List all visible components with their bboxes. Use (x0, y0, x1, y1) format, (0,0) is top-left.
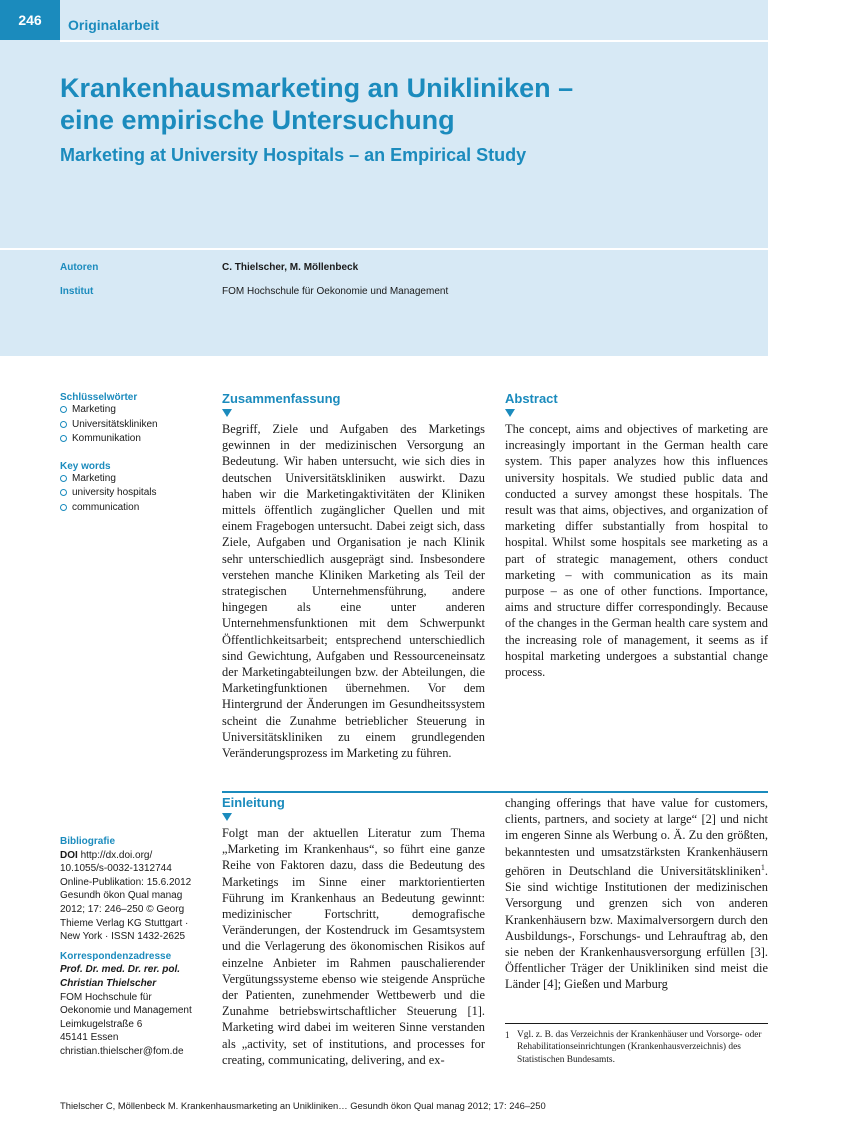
triangle-down-icon (222, 813, 232, 821)
title-line-1: Krankenhausmarketing an Unikliniken – (60, 73, 574, 103)
doi-line: DOI http://dx.doi.org/ (60, 849, 153, 861)
footnote-text: Vgl. z. B. das Verzeichnis der Krankenhäuser und Vorsorge- oder Rehabilitationseinrichtungen (Krankenhausverzeichnis) des Statistischen Bundesamts. (517, 1030, 762, 1065)
header-block (0, 0, 768, 356)
intro-heading: Einleitung (222, 795, 285, 810)
bullet-icon (60, 504, 67, 511)
summary-section (222, 391, 485, 761)
article-title (60, 72, 720, 136)
intro-col-1 (222, 795, 485, 1068)
publisher: Thieme Verlag KG Stuttgart · (60, 917, 189, 929)
institute: FOM Hochschule für Oekonomie und Management (222, 286, 449, 297)
summary-heading: Zusammenfassung (222, 391, 341, 406)
abstract-text: The concept, aims and objectives of marketing are increasingly important in the German health care system. This paper analyzes how this influences university hospitals. We studied public data and conducted a survey amongst these hospitals. The result was that aims, objectives, and organization of marketing differ substantially from hospital to hospital. Whilst some hospitals see marketing as a part of strategic management, others conduct marketing – with communication as its main purpose – as one of other functions. Importance, aims and structure differ correspondingly. Because of the changes in the German health care system and the increasing role of management, it seems as if hospital marketing undergoes a substantial change process. (505, 422, 768, 680)
page-number: 246 (0, 0, 60, 40)
footnote (505, 1029, 768, 1066)
summary-text: Begriff, Ziele und Aufgaben des Marketings gewinnen in der medizinischen Versorgung an Bedeutung. Wir haben untersucht, wie sich dies in deutschen Universitätskliniken auswirkt. Dazu haben wir die Marketingaktivitäten der Kliniken mittels öffentlich zugänglicher Quellen und mit einem Fragebogen untersucht. Dabei zeigt sich, dass Ziele, Aufgaben und Organisation je nach Klinik sehr unterschiedlich ausgeprägt sind. Insbesondere verstehen manche Kliniken Marketing als Teil der strategischen Unternehmensführung, andere hingegen als eine unter anderen Unternehmensfunktionen mit dem Schwerpunkt Öffentlichkeitsarbeit; entsprechend unterschiedlich sind Gewichtung, Aufgaben und Ressourceneinsatz der Marketingabteilungen bzw. der Abteilungen, die Marketingfunktionen übernehmen. Vor dem Hintergrund der Änderungen im Gesundheitssystem scheint die Zunahme betrieblicher Steuerung in Universitätskliniken zu einem grundlegenden Veränderungsprozess im Marketing zu führen. (222, 422, 485, 761)
doi-id: 10.1055/s-0032-1312744 (60, 863, 172, 875)
corr-org-2: Oekonomie und Management (60, 1005, 192, 1017)
intro-text-col-2a: changing offerings that have value for customers, clients, partners, and society at large“ [2] und nicht im engeren Sinne als Werbung o. Ä. Zu den größten, bekanntesten und umsatzstärksten Krankenhäusern gehören in Deutschland die Universitätskliniken (505, 796, 768, 878)
corr-name: Christian Thielscher (60, 977, 157, 989)
online-publication: Online-Publikation: 15.6.2012 (60, 876, 192, 888)
triangle-down-icon (505, 409, 515, 417)
header-divider-mid (0, 248, 768, 250)
bullet-icon (60, 435, 67, 442)
keywords-en-heading: Key words (60, 460, 111, 472)
triangle-down-icon (222, 409, 232, 417)
correspondence-heading: Korrespondenzadresse (60, 950, 172, 962)
article-subtitle: Marketing at University Hospitals – an Empirical Study (60, 145, 527, 165)
keywords-de-heading: Schlüsselwörter (60, 392, 138, 403)
corr-city: 45141 Essen (60, 1032, 119, 1044)
abstract-section (505, 391, 768, 680)
keyword-en: Marketing (60, 472, 210, 487)
keywords-de-list (60, 403, 210, 447)
intro-rule (222, 791, 768, 793)
issue-info: 2012; 17: 246–250 © Georg (60, 903, 185, 915)
title-line-2: eine empirische Untersuchung (60, 105, 455, 135)
keyword-en: university hospitals (60, 486, 210, 501)
footnote-number: 1 (505, 1030, 510, 1040)
corr-street: Leimkugelstraße 6 (60, 1018, 143, 1030)
intro-col-2 (505, 795, 768, 993)
journal-name: Gesundh ökon Qual manag (60, 890, 183, 902)
keyword-en: communication (60, 501, 210, 516)
authors: C. Thielscher, M. Möllenbeck (222, 262, 359, 273)
keyword-de: Kommunikation (60, 432, 210, 447)
intro-text-col-1: Folgt man der aktuellen Literatur zum Thema „Marketing im Krankenhaus“, so führt eine ganze Reihe von Faktoren dazu, dass die Bedeutung des Marketings im Sinne einer marktorientierten Führung im Krankenhaus an Bedeutung gewinnt: medizinischer Fortschritt, demografische Veränderungen, der Kostendruck im Gesamtsystem und die Verlagerung des ökonomischen Risikos auf einzelne Anbieter im Rahmen pauschalierender Vergütungssysteme ebenso wie steigende Ansprüche der Patienten, zunehmender Wettbewerb und die Zunahme betriebswirtschaftlicher Steuerung [1]. Marketing wird dabei im weiteren Sinne verstanden als „activity, set of institutions, and processes for creating, communicating, delivering, and ex- (222, 826, 485, 1067)
abstract-heading: Abstract (505, 391, 558, 406)
header-divider (60, 40, 768, 42)
corr-org-1: FOM Hochschule für (60, 991, 152, 1003)
bibliography-panel (60, 835, 212, 1059)
section-label: Originalarbeit (68, 17, 160, 33)
bullet-icon (60, 489, 67, 496)
keywords-en-list (60, 472, 210, 516)
corr-title: Prof. Dr. med. Dr. rer. pol. (60, 964, 181, 976)
bullet-icon (60, 421, 67, 428)
keyword-de: Universitätskliniken (60, 418, 210, 433)
page-footer: Thielscher C, Möllenbeck M. Krankenhausmarketing an Unikliniken… Gesundh ökon Qual manag 2012; 17: 246–250 (60, 1100, 546, 1111)
footnote-rule (505, 1023, 768, 1024)
bullet-icon (60, 475, 67, 482)
place-issn: New York · ISSN 1432-2625 (60, 931, 186, 943)
footnote-ref[interactable]: 1 (760, 862, 765, 872)
intro-text-col-2b: . Sie sind wichtige Institutionen der medizinischen Versorgung und grenzen sich von anderen Krankenhäusern bzw. Maximalversorgern durch den Ausbildungs-, Forschungs- und Lehrauftrag ab, den sie neben der Krankenhausversorgung erfüllen [3]. Öffentlicher Träger der Unikliniken sind meist die Länder [4]; Gießen und Marburg (505, 863, 768, 992)
keywords-panel (60, 392, 210, 515)
corr-email[interactable]: christian.thielscher@fom.de (60, 1045, 184, 1057)
keyword-de: Marketing (60, 403, 210, 418)
bullet-icon (60, 406, 67, 413)
institute-label: Institut (60, 286, 94, 297)
doi-link[interactable]: http://dx.doi.org/ (80, 849, 153, 861)
authors-label: Autoren (60, 262, 99, 273)
bibliography-heading: Bibliografie (60, 836, 116, 847)
